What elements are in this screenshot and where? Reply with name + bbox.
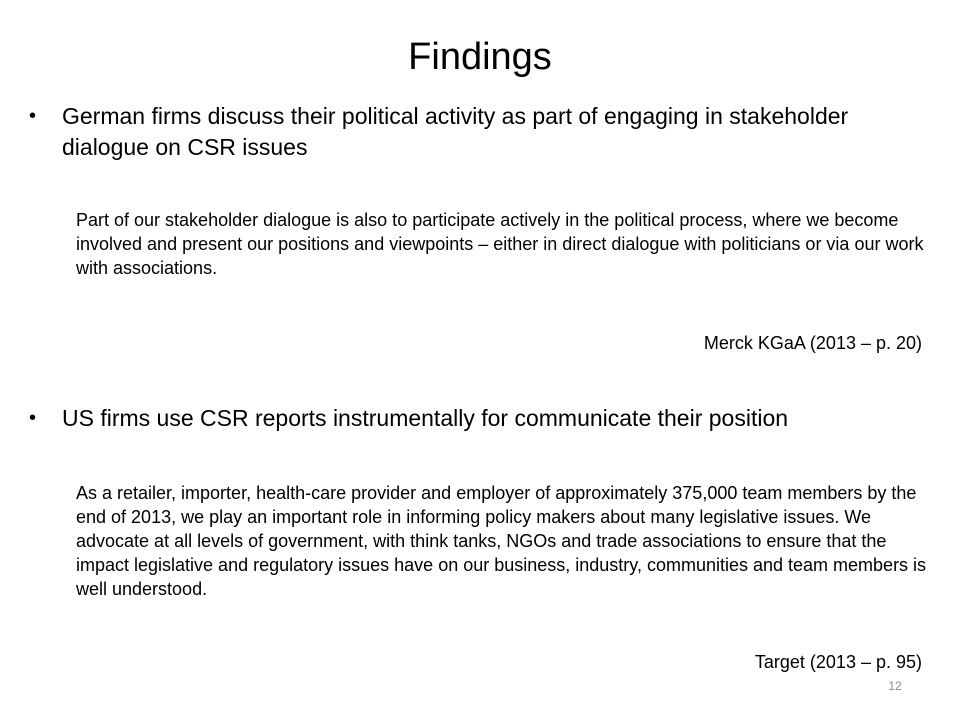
bullet-german-firms [29,101,922,163]
bullet-us-firms [29,403,922,434]
page-number: 12 [888,679,902,693]
quote-merck: Part of our stakeholder dialogue is also to participate actively in the political process, where we become involved and present our positions and viewpoints – either in direct dialogue with politicians or via our work with associations. [76,210,924,278]
bullet-text: US firms use CSR reports instrumentally for communicate their position [62,405,789,431]
bullet-dot-icon: • [29,105,37,127]
quote-target: As a retailer, importer, health-care provider and employer of approximately 375,000 team members by the end of 2013, we play an important role in informing policy makers about many legislative issues. We advocate at all levels of government, with think tanks, NGOs and trade associations to ensure that the impact legislative and regulatory issues have on our business, industry, communities and team members is well understood. [76,483,927,599]
slide-title: Findings [408,36,552,78]
bullet-dot-icon: • [29,407,37,429]
citation-merck: Merck KGaA (2013 – p. 20) [703,333,922,353]
bullet-text: German firms discuss their political activity as part of engaging in stakeholder dialogue on CSR issues [62,103,849,160]
citation-target: Target (2013 – p. 95) [754,652,922,672]
